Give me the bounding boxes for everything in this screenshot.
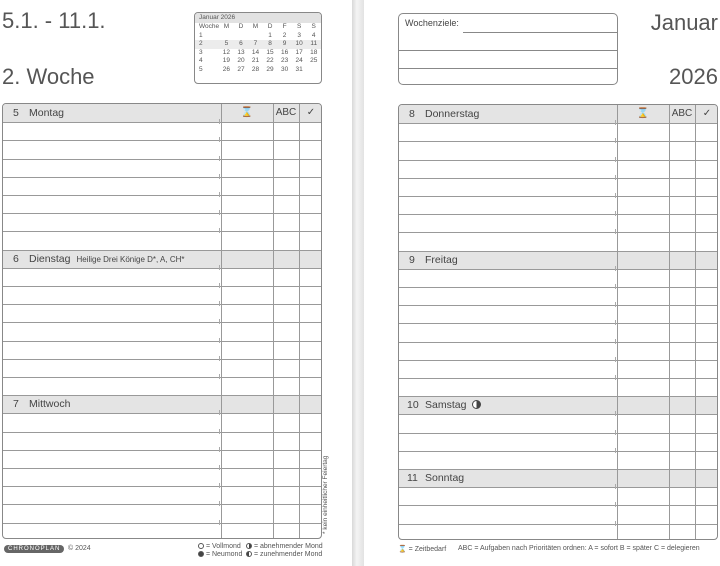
half-hour-tick [615,302,616,307]
cal-row [195,32,321,41]
mini-calendar [194,12,322,84]
abc-priority-header: ABC [671,108,693,119]
cal-cell: 1 [199,31,203,39]
half-hour-tick [615,138,616,143]
month-title: Januar [650,10,718,35]
cal-cell: 3 [199,48,203,56]
half-hour-tick [219,483,220,488]
cal-cell: 26 [222,65,231,73]
right-day-grid [398,104,718,540]
cal-row [195,57,321,66]
date-range: 5.1. - 11.1. [2,8,106,33]
cal-cell: 2 [195,40,219,49]
goal-line [399,68,617,69]
day-header-donnerstag [409,108,479,120]
full-moon-icon [198,543,204,549]
cal-cell [248,32,263,41]
cal-cell: 9 [277,40,292,49]
day-number: 7 [13,398,19,410]
cal-head: M [223,23,230,31]
half-hour-tick [615,175,616,180]
cal-cell: 18 [310,48,318,56]
cal-cell: 14 [251,48,260,56]
cal-cell: 30 [280,65,289,73]
waxing-moon-icon [246,551,252,557]
cal-cell: 11 [306,40,321,49]
book-gutter [352,0,364,566]
cal-cell: 27 [237,65,245,73]
half-hour-tick [615,375,616,380]
half-hour-tick [219,119,220,124]
cal-cell: 21 [251,57,260,65]
cal-cell [306,66,321,75]
half-hour-tick [219,520,220,525]
cal-head: D [238,23,244,31]
mini-calendar-table [195,23,321,74]
legend-text: = Aufgaben nach Prioritäten ordnen: A = sofort B = später C = delegieren [474,545,700,552]
cal-head: Woche [199,23,220,31]
abc-icon: ABC [458,545,473,552]
week-number: 2. Woche [2,64,95,89]
holiday-footnote: * kein einheitlicher Feiertag [322,455,329,534]
cal-cell: 20 [237,57,245,65]
weekly-goals-label: Wochenziele: [405,18,459,28]
cal-cell: 25 [310,57,318,65]
waning-moon-icon [246,543,252,549]
legend-text: = Vollmond [205,543,241,550]
half-hour-tick [219,410,220,415]
day-header-dienstag [13,253,185,265]
cal-cell: 6 [234,40,249,49]
cal-row [195,49,321,58]
brand-logo: CHRONOPLAN [4,545,64,553]
half-hour-tick [615,266,616,271]
cal-cell: 12 [222,48,231,56]
weekly-goals-box [398,13,618,85]
cal-cell: 10 [292,40,307,49]
cal-cell: 1 [268,31,272,39]
cal-head: S [296,23,302,31]
cal-cell: 17 [295,48,303,56]
year-title: 2026 [669,64,718,89]
column-divider [669,105,670,539]
goal-line [463,32,617,33]
cal-cell: 4 [311,31,316,39]
goal-line [399,50,617,51]
cal-cell: 24 [295,57,303,65]
cal-head: M [252,23,259,31]
half-hour-tick [615,211,616,216]
half-hour-tick [615,193,616,198]
day-name: Sonntag [425,472,465,484]
legend-new-moon [198,551,242,558]
half-hour-tick [219,301,220,306]
left-day-grid [2,103,322,539]
legend-full-moon [198,543,241,550]
legend-text: = zunehmender Mond [253,551,323,558]
cal-cell: 8 [263,40,278,49]
half-hour-tick [615,229,616,234]
half-hour-tick [615,521,616,526]
half-hour-tick [615,448,616,453]
day-name: Dienstag [29,253,71,265]
column-divider [273,104,274,538]
half-hour-tick [219,429,220,434]
cal-cell: 5 [219,40,234,49]
hourglass-icon: ⌛ [240,107,254,118]
cal-cell: 23 [280,57,289,65]
footer-abc-legend [458,545,700,552]
hourglass-icon: ⌛ [636,108,650,119]
half-hour-tick [219,156,220,161]
hourglass-icon: ⌛ [398,546,407,553]
half-hour-tick [615,502,616,507]
day-name: Samstag [425,399,467,411]
cal-cell: 31 [295,65,303,73]
half-hour-tick [615,157,616,162]
footer-time-legend [398,545,446,553]
legend-decreasing-moon [246,543,323,550]
half-hour-tick [219,374,220,379]
column-divider [695,105,696,539]
cal-row [195,66,321,75]
half-hour-tick [219,210,220,215]
cal-row-current-week [195,40,321,49]
holiday-note: Heilige Drei Könige D*, A, CH* [76,255,185,264]
half-hour-tick [615,411,616,416]
legend-text: = abnehmender Mond [253,543,323,550]
left-page [0,0,352,566]
half-hour-tick [615,484,616,489]
checkmark-icon: ✓ [702,108,712,119]
day-number: 5 [13,107,19,119]
abc-priority-header: ABC [275,107,297,118]
day-number: 6 [13,253,19,265]
legend-text: = Zeitbedarf [408,546,447,553]
half-hour-tick [219,192,220,197]
cal-cell: 29 [266,65,274,73]
half-hour-tick [615,430,616,435]
day-header-samstag [407,399,481,411]
cal-head: D [267,23,273,31]
cal-cell [234,32,249,41]
day-number: 10 [407,399,419,411]
day-name: Donnerstag [425,108,480,120]
half-hour-tick [615,284,616,289]
column-divider [299,104,300,538]
right-page [364,0,720,566]
cal-cell: 4 [199,57,203,65]
half-hour-tick [219,283,220,288]
day-name: Montag [29,107,65,119]
cal-cell [219,32,234,41]
legend-increasing-moon [246,551,322,558]
half-hour-tick [219,265,220,270]
cal-cell: 2 [282,31,287,39]
copyright: © 2024 [68,545,91,552]
legend-text: = Neumond [205,551,243,558]
cal-cell: 13 [237,48,245,56]
half-hour-tick [615,339,616,344]
column-divider [221,104,222,538]
half-hour-tick [615,120,616,125]
day-header-mittwoch [13,398,70,410]
mini-calendar-header [195,23,321,32]
half-hour-tick [219,356,220,361]
half-moon-icon [472,400,481,409]
half-hour-tick [219,174,220,179]
half-hour-tick [219,338,220,343]
cal-cell: 28 [251,65,260,73]
half-hour-tick [219,447,220,452]
day-header-montag [13,107,64,119]
half-hour-tick [219,137,220,142]
cal-head: F [282,23,287,31]
half-hour-tick [219,501,220,506]
half-hour-tick [615,357,616,362]
cal-cell: 15 [266,48,274,56]
cal-cell: 16 [280,48,289,56]
day-header-sonntag [407,472,464,484]
half-hour-tick [615,320,616,325]
cal-cell: 3 [297,31,301,39]
half-hour-tick [219,228,220,233]
day-number: 8 [409,108,415,120]
day-header-freitag [409,254,458,266]
cal-cell: 5 [199,65,203,73]
half-hour-tick [219,465,220,470]
day-number: 11 [407,472,418,484]
day-name: Mittwoch [29,398,71,410]
mini-calendar-month: Januar 2026 [195,13,321,23]
cal-cell: 22 [266,57,274,65]
column-divider [617,105,618,539]
new-moon-icon [198,551,204,557]
cal-head: S [311,23,316,31]
day-number: 9 [409,254,415,266]
cal-cell: 7 [248,40,263,49]
day-name: Freitag [425,254,458,266]
half-hour-tick [219,319,220,324]
checkmark-icon: ✓ [306,107,316,118]
cal-cell: 19 [222,57,231,65]
